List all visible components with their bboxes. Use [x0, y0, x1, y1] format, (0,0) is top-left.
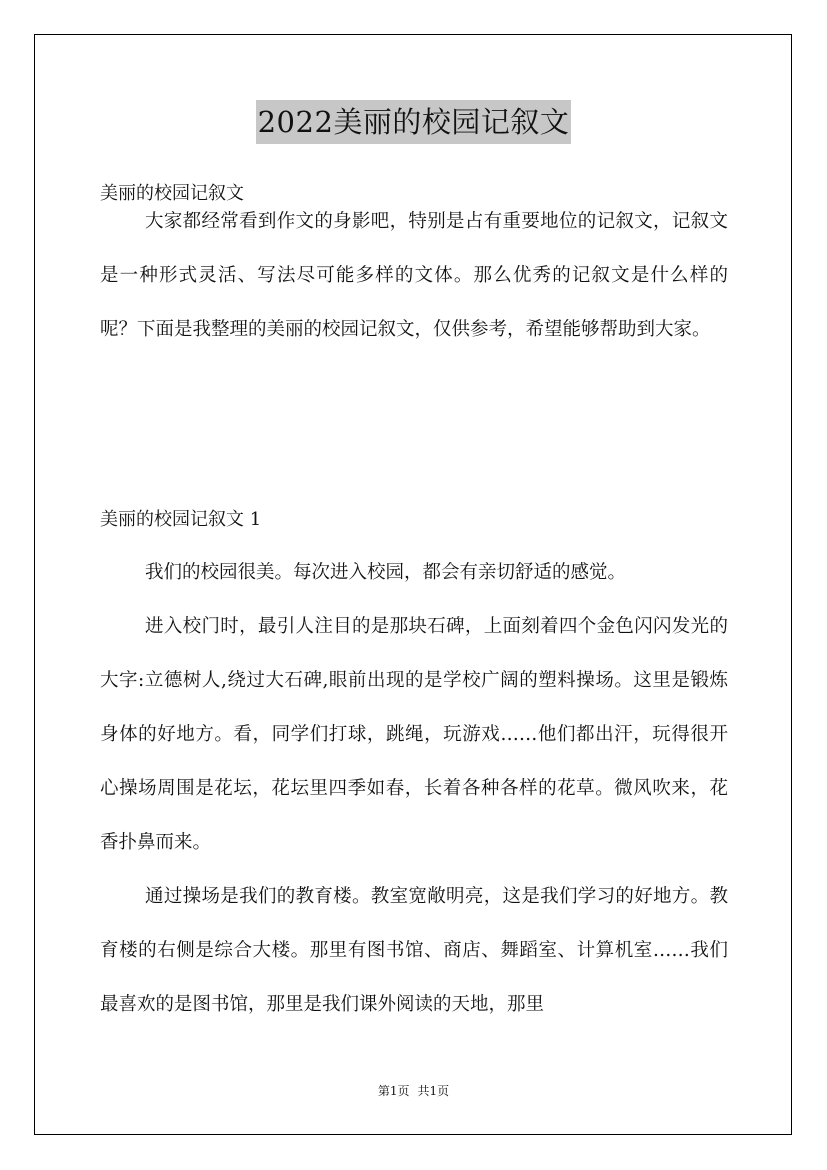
body-paragraph-1: 我们的校园很美。每次进入校园，都会有亲切舒适的感觉。	[145, 562, 627, 583]
page-footer	[0, 1083, 827, 1099]
page-number: 第1页	[377, 1084, 410, 1098]
body-paragraph-3: 通过操场是我们的教育楼。教室宽敞明亮，这是我们学习的好地方。教育楼的右侧是综合大楼。那里有图书馆、商店、舞蹈室、计算机室……我们最喜欢的是图书馆，那里是我们课外阅读的天地，那里	[100, 886, 728, 1015]
document-subtitle: 美丽的校园记叙文	[100, 183, 244, 204]
page-total: 共1页	[417, 1084, 450, 1098]
title-container	[0, 100, 827, 144]
intro-paragraph: 大家都经常看到作文的身影吧，特别是占有重要地位的记叙文，记叙文是一种形式灵活、写法尽可能多样的文体。那么优秀的记叙文是什么样的呢？下面是我整理的美丽的校园记叙文，仅供参考，希望能够帮助到大家。	[100, 211, 728, 340]
section-heading: 美丽的校园记叙文 1	[100, 509, 262, 530]
document-title: 2022美丽的校园记叙文	[256, 100, 572, 144]
body-paragraph-2: 进入校门时，最引人注目的是那块石碑，上面刻着四个金色闪闪发光的大字:立德树人,绕过大石碑,眼前出现的是学校广阔的塑料操场。这里是锻炼身体的好地方。看，同学们打球，跳绳，玩游戏……他们都出汗，玩得很开心操场周围是花坛，花坛里四季如春，长着各种各样的花草。微风吹来，花香扑鼻而来。	[100, 616, 728, 853]
